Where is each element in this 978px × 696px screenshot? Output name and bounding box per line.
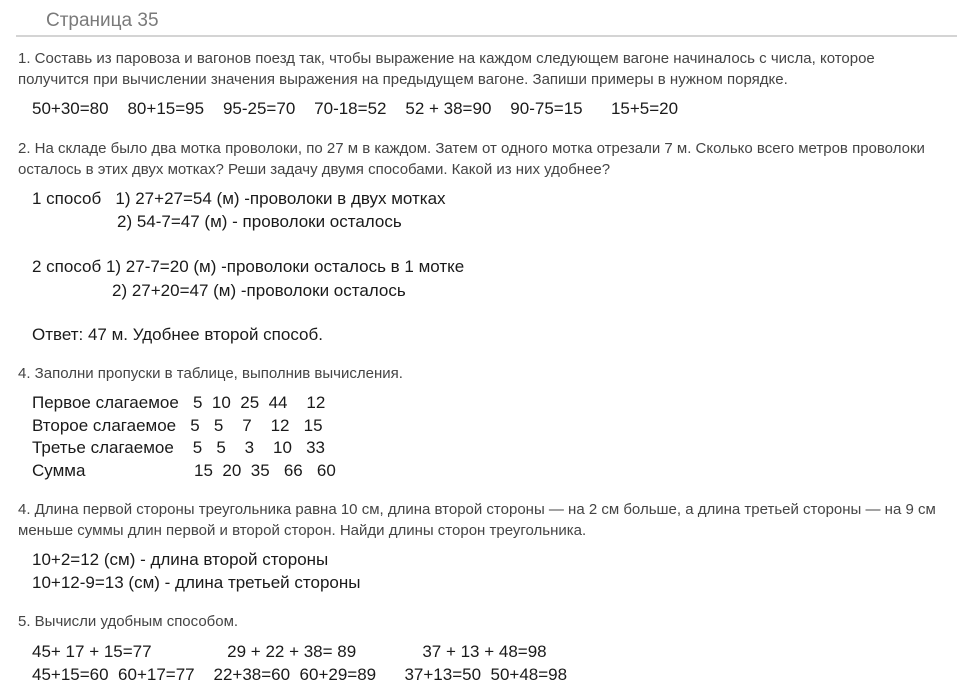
task2-answer: Ответ: 47 м. Удобнее второй способ. bbox=[32, 325, 323, 344]
table-row: Третье слагаемое 5 5 3 10 33 bbox=[32, 438, 326, 457]
task2-question: 2. На складе было два мотка проволоки, по 27 м в каждом. Затем от одного мотка отрезали 7 м. Сколько всего метров проволоки осталось в этих двух мотках? Реши задачу двумя способами. Какой из них удобнее? bbox=[18, 140, 925, 178]
task1-answer: 50+30=80 80+15=95 95-25=70 70-18=52 52 + 38=90 90-75=15 15+5=20 bbox=[32, 99, 679, 118]
task4-triangle-question: 4. Длина первой стороны треугольника равна 10 см, длина второй стороны — на 2 см больше, а длина третьей стороны — на 9 см меньше суммы длин первой и второй сторон. Найди длины сторон треугольника. bbox=[18, 501, 936, 539]
task4-table-question: 4. Заполни пропуски в таблице, выполнив вычисления. bbox=[18, 365, 403, 382]
task2-way1-line1: 1 способ 1) 27+27=54 (м) -проволоки в двух мотках bbox=[32, 189, 446, 208]
task5-line2: 45+15=60 60+17=77 22+38=60 60+29=89 37+13=50 50+48=98 bbox=[32, 665, 568, 684]
task4-triangle-line2: 10+12-9=13 (см) - длина третьей стороны bbox=[32, 573, 361, 592]
task5-question: 5. Вычисли удобным способом. bbox=[18, 613, 239, 630]
table-row: Сумма 15 20 35 66 60 bbox=[32, 461, 336, 480]
task1-question: 1. Составь из паровоза и вагонов поезд так, чтобы выражение на каждом следующем вагоне начиналось с числа, которое получится при вычислении значения выражения на предыдущем вагоне. Запиши примеры в нужном порядке. bbox=[18, 50, 875, 88]
table-row: Второе слагаемое 5 5 7 12 15 bbox=[32, 416, 323, 435]
task2-way1-line2: 2) 54-7=47 (м) - проволоки осталось bbox=[117, 212, 402, 231]
page-header bbox=[16, 0, 957, 37]
table-row: Первое слагаемое 5 10 25 44 12 bbox=[32, 393, 326, 412]
task4-triangle-line1: 10+2=12 (см) - длина второй стороны bbox=[32, 550, 329, 569]
task5-line1: 45+ 17 + 15=77 29 + 22 + 38= 89 37 + 13 + 48=98 bbox=[32, 642, 547, 661]
page-title: Страница 35 bbox=[46, 10, 159, 31]
task2-way2-line2: 2) 27+20=47 (м) -проволоки осталось bbox=[112, 281, 406, 300]
task2-way2-line1: 2 способ 1) 27-7=20 (м) -проволоки осталось в 1 мотке bbox=[32, 257, 465, 276]
